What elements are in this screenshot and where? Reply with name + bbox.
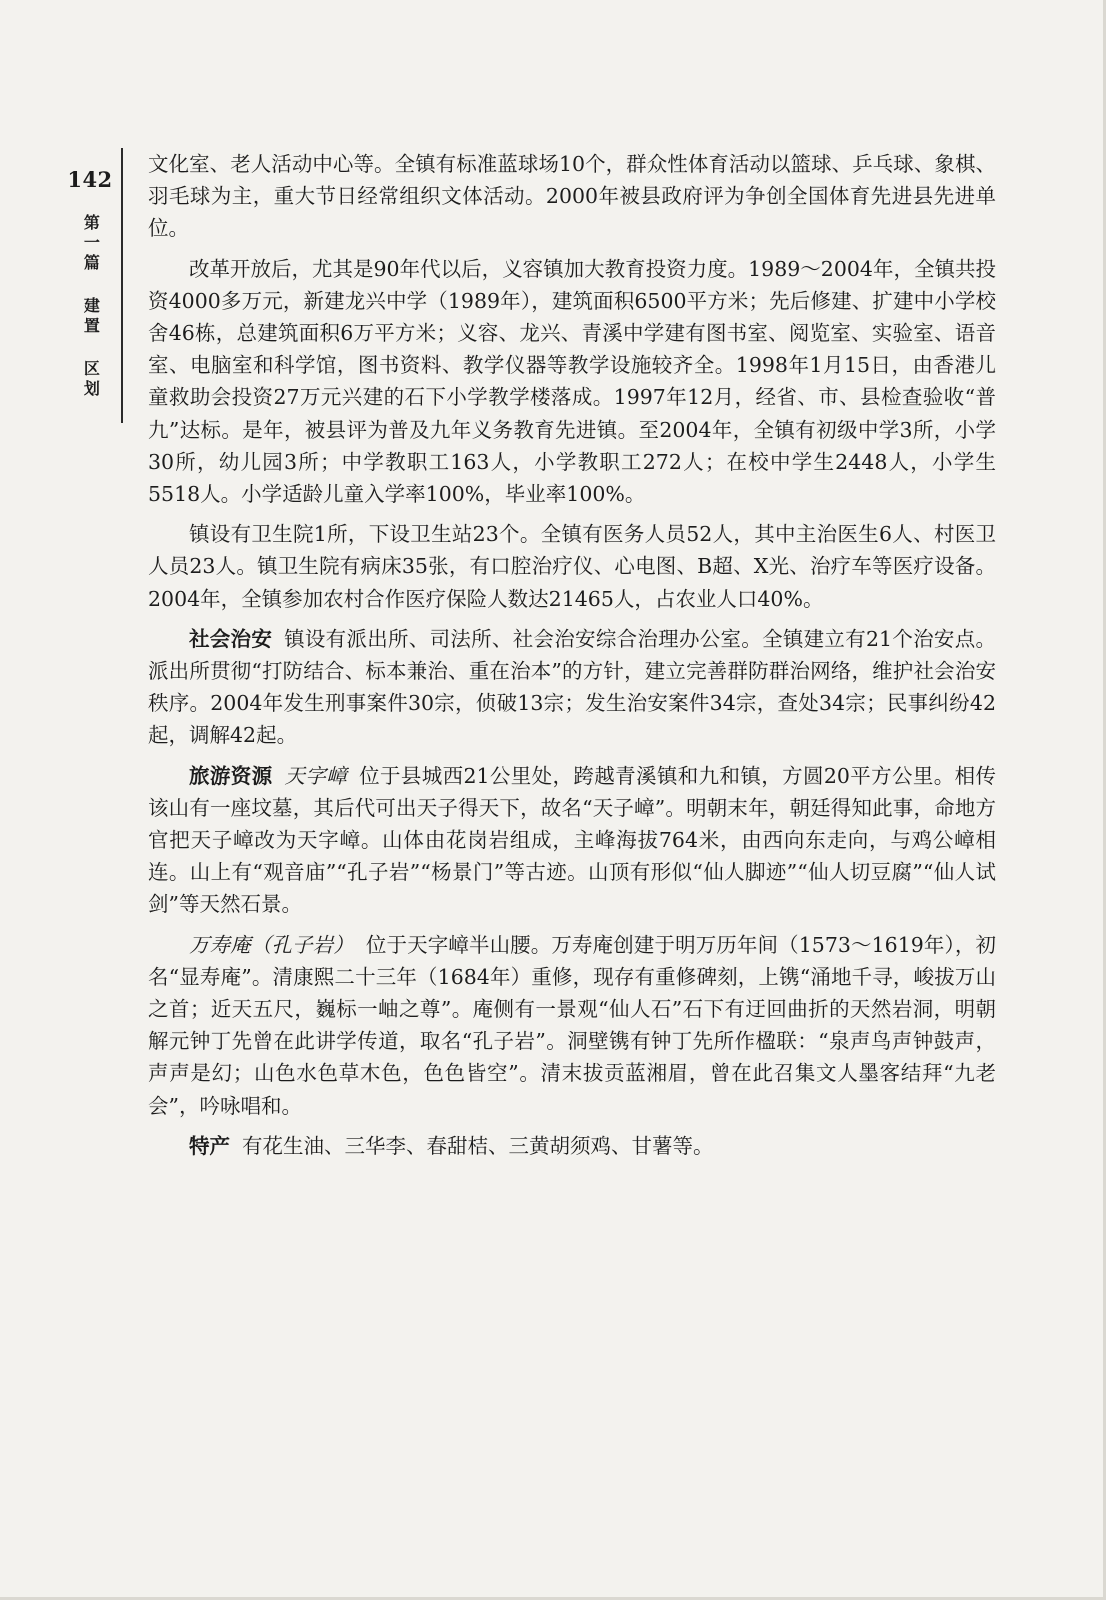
paragraph-heading: 旅游资源 [189, 763, 273, 788]
paragraph-heading: 特产 [189, 1133, 230, 1158]
main-text [148, 148, 996, 1170]
paragraph [148, 518, 996, 615]
paragraph-text: 位于天字嶂半山腰。万寿庵创建于明万历年间（1573～1619年），初名“显寿庵”。清康熙二十三年（1684年）重修，现存有重修碑刻，上镌“涌地千寻，峻拔万山之首；近天五尺，巍标一岫之尊”。庵侧有一景观“仙人石”石下有迂回曲折的天然岩洞，明朝解元钟丁先曾在此讲学传道，取名“孔子岩”。洞壁镌有钟丁先所作楹联：“泉声鸟声钟鼓声，声声是幻；山色水色草木色，色色皆空”。清末拔贡蓝湘眉，曾在此召集文人墨客结拜“九老会”，吟咏唱和。 [148, 932, 997, 1118]
paragraph [148, 623, 996, 752]
paragraph [148, 148, 996, 245]
page-margin [60, 160, 120, 400]
paragraph-subheading: 天字嶂 [284, 763, 348, 788]
paragraph-text: 文化室、老人活动中心等。全镇有标准蓝球场10个，群众性体育活动以篮球、乒乓球、象棋、羽毛球为主，重大节日经常组织文体活动。2000年被县政府评为争创全国体育先进县先进单位。 [148, 152, 996, 241]
section-title: 第一篇 建置 区划 [81, 214, 101, 400]
paragraph-text: 改革开放后，尤其是90年代以后，义容镇加大教育投资力度。1989～2004年，全镇共投资4000多万元，新建龙兴中学（1989年），建筑面积6500平方米；先后修建、扩建中小学校舍46栋，总建筑面积6万平方米；义容、龙兴、青溪中学建有图书室、阅览室、实验室、语音室、电脑室和科学馆，图书资料、教学仪器等教学设施较齐全。1998年1月15日，由香港儿童救助会投资27万元兴建的石下小学教学楼落成。1997年12月，经省、市、县检查验收“普九”达标。是年，被县评为普及九年义务教育先进镇。至2004年，全镇有初级中学3所，小学30所，幼儿园3所；中学教职工163人，小学教职工272人；在校中学生2448人，小学生5518人。小学适龄儿童入学率100%，毕业率100%。 [148, 256, 996, 507]
margin-rule [121, 148, 123, 423]
paragraph-text: 镇设有派出所、司法所、社会治安综合治理办公室。全镇建立有21个治安点。派出所贯彻“打防结合、标本兼治、重在治本”的方针，建立完善群防群治网络，维护社会治安秩序。2004年发生刑事案件30宗，侦破13宗；发生治安案件34宗，查处34宗；民事纠纷42起，调解42起。 [148, 626, 996, 748]
paragraph-heading: 社会治安 [189, 626, 273, 651]
page-number: 142 [67, 167, 113, 192]
paragraph [148, 929, 996, 1122]
paragraph-text: 位于县城西21公里处，跨越青溪镇和九和镇，方圆20平方公里。相传该山有一座坟墓，其后代可出天子得天下，故名“天子嶂”。明朝末年，朝廷得知此事，命地方官把天子嶂改为天字嶂。山体由花岗岩组成，主峰海拔764米，由西向东走向，与鸡公嶂相连。山上有“观音庙”“孔子岩”“杨景门”等古迹。山顶有形似“仙人脚迹”“仙人切豆腐”“仙人试剑”等天然石景。 [148, 763, 997, 917]
paragraph [148, 760, 996, 921]
paragraph [148, 253, 996, 511]
paragraph-text: 有花生油、三华李、春甜桔、三黄胡须鸡、甘薯等。 [242, 1133, 714, 1158]
paragraph [148, 1130, 996, 1162]
paragraph-subheading: 万寿庵（孔子岩） [189, 932, 354, 957]
paragraph-text: 镇设有卫生院1所，下设卫生站23个。全镇有医务人员52人，其中主治医生6人、村医卫人员23人。镇卫生院有病床35张，有口腔治疗仪、心电图、B超、X光、治疗车等医疗设备。2004年，全镇参加农村合作医疗保险人数达21465人，占农业人口40%。 [148, 522, 996, 611]
